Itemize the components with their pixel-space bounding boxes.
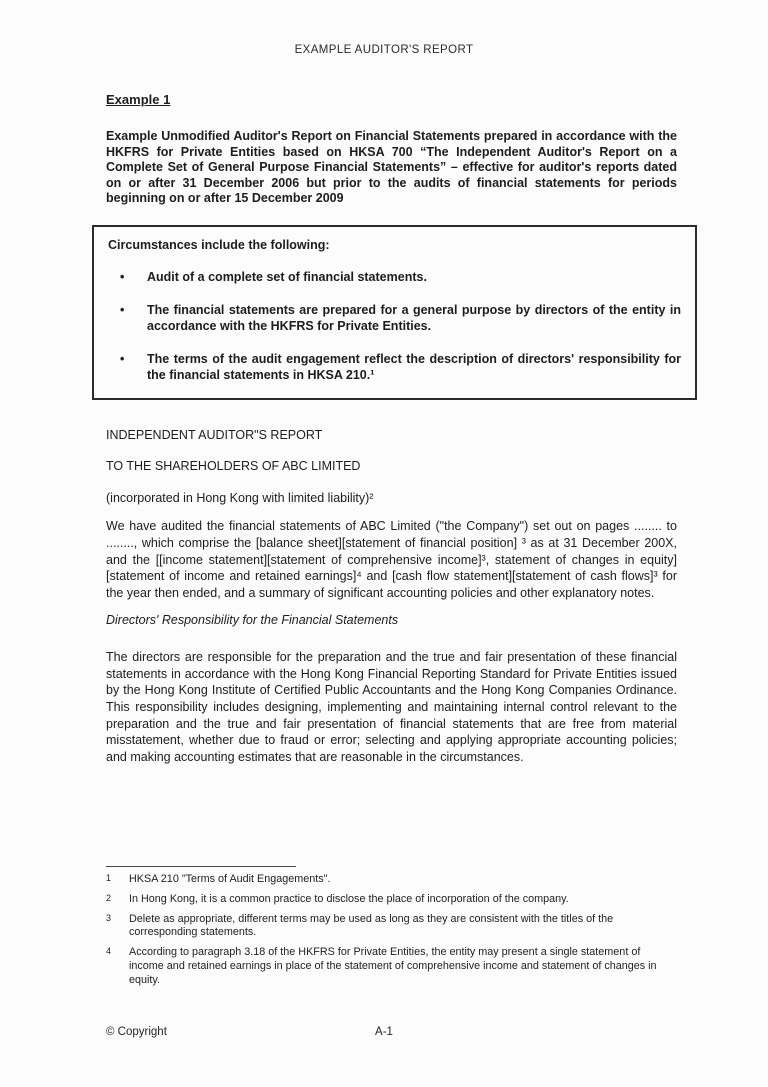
footnote-item — [106, 893, 677, 907]
footnote-separator — [106, 866, 296, 867]
footnote-number: 4 — [106, 946, 112, 957]
report-incorporation-note: (incorporated in Hong Kong with limited liability)² — [106, 490, 374, 505]
bullet-text: The financial statements are prepared for a general purpose by directors of the entity in accordance with the HKFRS for Private Entities. — [147, 302, 681, 334]
circumstance-bullet-item — [108, 351, 681, 384]
footer-copyright: © Copyright — [106, 1026, 167, 1038]
footnote-number: 1 — [106, 873, 112, 883]
page-content — [0, 92, 768, 766]
example-intro-paragraph: Example Unmodified Auditor's Report on Financial Statements prepared in accordance with the HKFRS for Private Entities based on HKSA 700 “The Independent Auditor's Report on a Complete Set of General Purpose Financial Statements” – effective for auditor's reports dated on or after 31 December 2006 but prior to the audits of financial statements for periods beginning on or after 15 December 2009 — [106, 129, 677, 206]
bullet-text: Audit of a complete set of financial statements. — [147, 270, 427, 285]
circumstances-box — [92, 225, 697, 400]
footnote-item — [106, 946, 677, 987]
footnote-text: HKSA 210 "Terms of Audit Engagements". — [129, 873, 331, 885]
footnote-number: 2 — [106, 892, 112, 903]
footnote-number: 3 — [106, 912, 112, 923]
report-scope-paragraph: We have audited the financial statements of ABC Limited ("the Company") set out on pages ........ to ........, which comprise the [balance sheet][statement of financial position] ³ as at 31 December 200X, and the [[income statement][statement of comprehensive income]³, statement of changes in equity][statement of income and retained earnings]⁴ and [cash flow statement][statement of cash flows]³ for the year then ended, and a summary of significant accounting policies and other explanatory notes. — [106, 519, 677, 600]
directors-responsibility-paragraph: The directors are responsible for the preparation and the true and fair presentation of these financial statements in accordance with the Hong Kong Financial Reporting Standard for Private Entities issued by the Hong Kong Institute of Certified Public Accountants and the Hong Kong Companies Ordinance. This responsibility includes designing, implementing and maintaining internal control relevant to the preparation and the true and fair presentation of financial statements that are free from material misstatement, whether due to fraud or error; selecting and applying appropriate accounting policies; and making accounting estimates that are reasonable in the circumstances. — [106, 649, 677, 765]
footnote-item — [106, 873, 677, 887]
bullet-icon: • — [120, 302, 125, 317]
footnotes-section — [106, 866, 677, 988]
footnote-text: In Hong Kong, it is a common practice to disclose the place of incorporation of the company. — [129, 892, 569, 905]
footer-page-number: A-1 — [375, 1026, 393, 1038]
circumstances-box-title: Circumstances include the following: — [108, 237, 330, 252]
footnote-text: Delete as appropriate, different terms may be used as long as they are consistent with the titles of the corresponding statements. — [129, 912, 614, 939]
circumstance-bullet-item — [108, 269, 681, 286]
running-header: EXAMPLE AUDITOR'S REPORT — [294, 44, 474, 56]
circumstance-bullet-item — [108, 302, 681, 335]
example-title: Example 1 — [106, 92, 171, 107]
bullet-icon: • — [120, 351, 125, 366]
footnote-item — [106, 913, 677, 941]
bullet-icon: • — [120, 270, 125, 285]
directors-responsibility-heading: Directors' Responsibility for the Financial Statements — [106, 613, 399, 628]
report-addressee: TO THE SHAREHOLDERS OF ABC LIMITED — [106, 459, 361, 474]
footnote-text: According to paragraph 3.18 of the HKFRS for Private Entities, the entity may present a single statement of income and retained earnings in place of the statement of comprehensive income and statement of changes in equity. — [129, 946, 657, 986]
bullet-text: The terms of the audit engagement reflect the description of directors' responsibility for the financial statements in HKSA 210.¹ — [147, 351, 681, 383]
report-title: INDEPENDENT AUDITOR"S REPORT — [106, 427, 323, 442]
page-footer — [0, 1026, 768, 1038]
